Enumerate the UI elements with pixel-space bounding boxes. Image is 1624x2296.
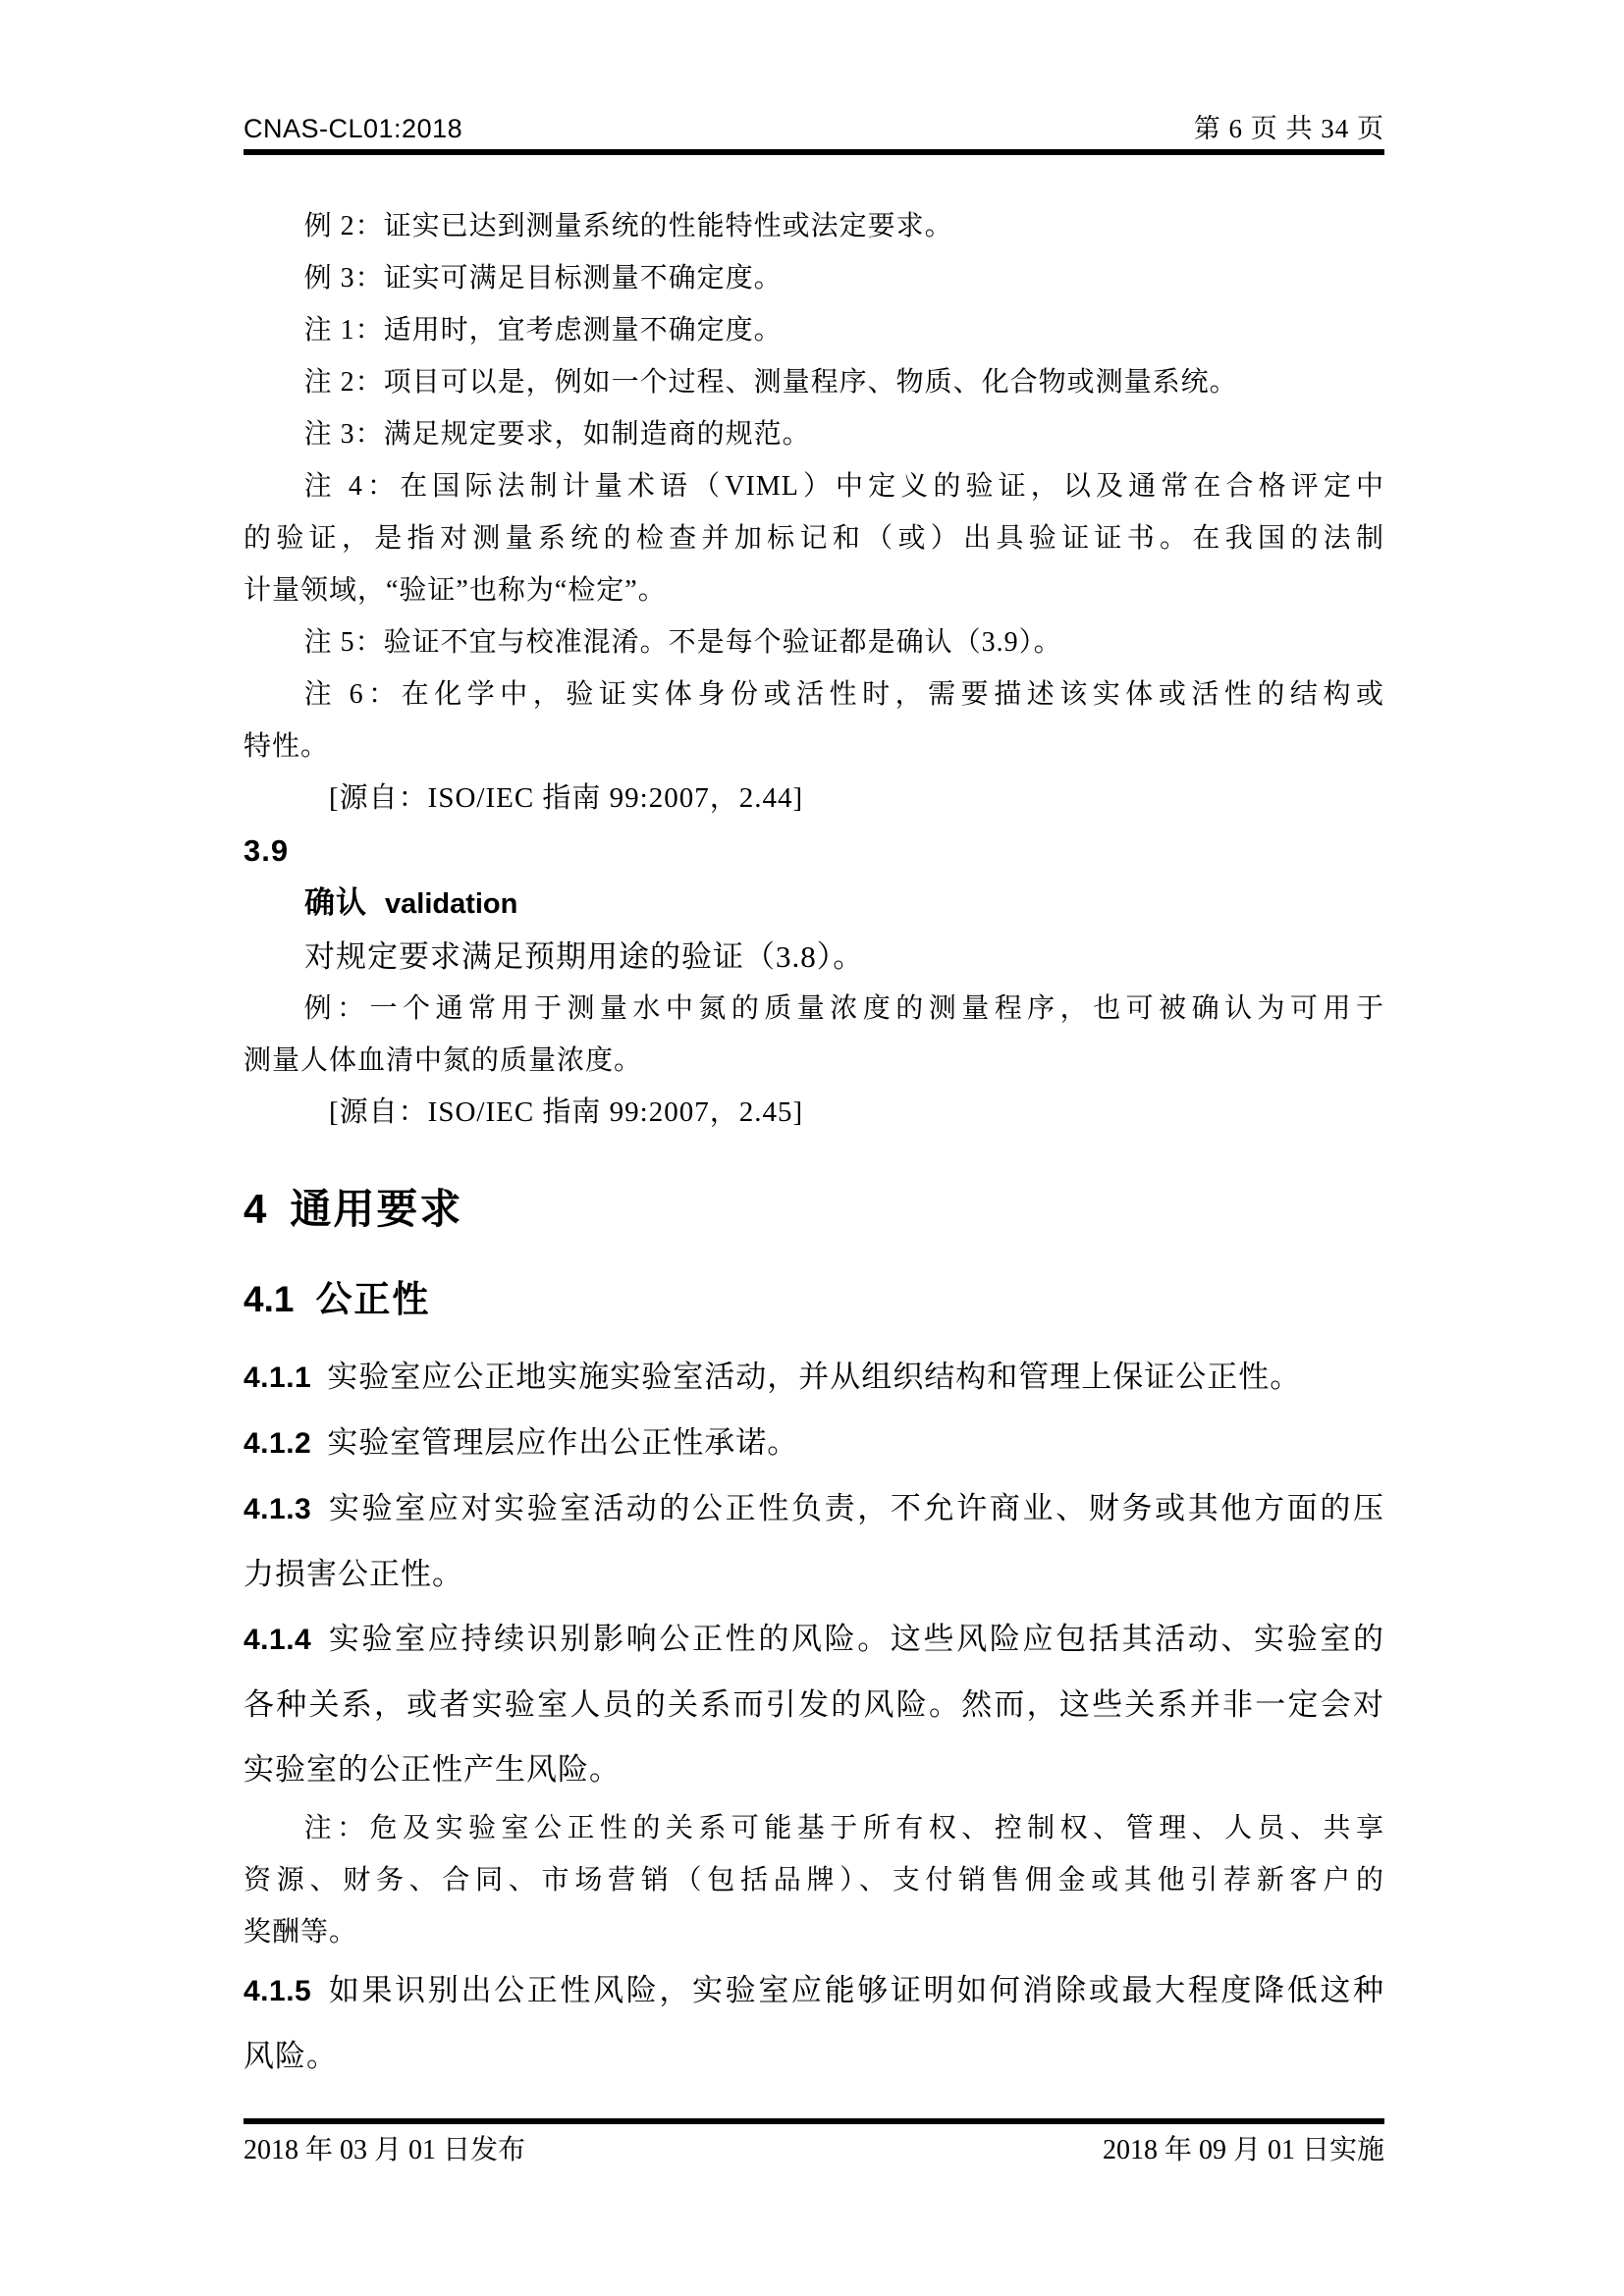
text-run: 例 2：证实已达到测量系统的性能特性或法定要求。 (303, 211, 953, 241)
text-run: 力损害公正性。 (244, 1557, 463, 1591)
text-run: 风险。 (244, 2039, 338, 2073)
text-run: 对规定要求满足预期用途的验证（3.8）。 (304, 939, 865, 974)
note-line (244, 460, 1384, 512)
text-run: 注：危及实验室公正性的关系可能基于所有权、控制权、管理、人员、共享 (303, 1813, 1384, 1843)
source-line (244, 1087, 1384, 1139)
note-line (244, 1906, 1384, 1958)
note-line (244, 356, 1384, 408)
clause-line (244, 1607, 1384, 1673)
term-name-zh: 确认 (304, 885, 367, 920)
text-run: [源自：ISO/IEC 指南 99:2007，2.44] (329, 782, 804, 814)
clause-line (244, 1673, 1384, 1737)
text-run: [源自：ISO/IEC 指南 99:2007，2.45] (329, 1096, 804, 1128)
clause-number: 4.1.5 (244, 1975, 312, 2007)
note-line (244, 1802, 1384, 1854)
text-run: 实验室的公正性产生风险。 (244, 1752, 621, 1787)
text-run: 3.9 (244, 833, 290, 868)
section-number: 4.1 (244, 1279, 295, 1319)
clause-number: 4.1.3 (244, 1493, 312, 1525)
page-footer (244, 2118, 1384, 2167)
note-line (244, 616, 1384, 668)
term_number-line (244, 825, 1384, 877)
text-run: 特性。 (244, 731, 330, 762)
text-run: 注 1：适用时，宜考虑测量不确定度。 (303, 315, 783, 346)
text-run: 各种关系，或者实验室人员的关系而引发的风险。然而，这些关系并非一定会对 (244, 1687, 1384, 1722)
text-run: 奖酬等。 (244, 1917, 358, 1948)
note-line (244, 721, 1384, 773)
text-run: 注 5：验证不宜与校准混淆。不是每个验证都是确认（3.9）。 (303, 627, 1062, 658)
text-run: 实验室应公正地实施实验室活动，并从组织结构和管理上保证公正性。 (327, 1360, 1302, 1394)
section-heading (244, 1174, 1384, 1245)
text-run: 例：一个通常用于测量水中氮的质量浓度的测量程序，也可被确认为可用于 (303, 993, 1384, 1024)
note-line (244, 668, 1384, 721)
text-run: 如果识别出公正性风险，实验室应能够证明如何消除或最大程度降低这种 (327, 1973, 1384, 2007)
note-line (244, 564, 1384, 616)
clause-line (244, 1345, 1384, 1411)
body-line (244, 931, 1384, 983)
text-run: 计量领域，“验证”也称为“检定”。 (244, 575, 667, 606)
text-run: 测量人体血清中氮的质量浓度。 (244, 1045, 643, 1076)
text-run: 注 4：在国际法制计量术语（VIML）中定义的验证，以及通常在合格评定中 (303, 471, 1384, 502)
section-heading (244, 1268, 1384, 1331)
text-run: 资源、财务、合同、市场营销（包括品牌）、支付销售佣金或其他引荐新客户的 (244, 1865, 1384, 1896)
note-line (244, 200, 1384, 252)
note-line (244, 252, 1384, 304)
term-title (244, 877, 1384, 931)
clause-line (244, 1542, 1384, 1607)
note-line (244, 512, 1384, 564)
text-run: 例 3：证实可满足目标测量不确定度。 (303, 263, 783, 294)
text-run: 注 6：在化学中，验证实体身份或活性时，需要描述该实体或活性的结构或 (303, 679, 1384, 710)
section-number: 4 (244, 1186, 267, 1232)
text-run: 实验室应对实验室活动的公正性负责，不允许商业、财务或其他方面的压 (327, 1491, 1384, 1525)
clause-number: 4.1.1 (244, 1362, 312, 1394)
text-run: 注 3：满足规定要求，如制造商的规范。 (303, 419, 811, 450)
clause-number: 4.1.2 (244, 1427, 312, 1460)
section-title: 公正性 (315, 1279, 431, 1319)
note-line (244, 1854, 1384, 1906)
issue-date: 2018 年 03 月 01 日发布 (244, 2135, 526, 2165)
note-line (244, 408, 1384, 460)
text-run: 的验证，是指对测量系统的检查并加标记和（或）出具验证证书。在我国的法制 (244, 523, 1384, 554)
source-line (244, 773, 1384, 825)
document-code: CNAS-CL01:2018 (244, 114, 463, 143)
page-number-info: 第 6 页 共 34 页 (1193, 114, 1384, 143)
document-body (244, 155, 1384, 2089)
text-run: 实验室管理层应作出公正性承诺。 (327, 1425, 799, 1460)
implementation-date: 2018 年 09 月 01 日实施 (1102, 2135, 1384, 2165)
note-line (244, 304, 1384, 356)
clause-line (244, 1476, 1384, 1542)
text-run: 注 2：项目可以是，例如一个过程、测量程序、物质、化合物或测量系统。 (303, 367, 1238, 398)
section-title: 通用要求 (290, 1186, 463, 1232)
clause-line (244, 1958, 1384, 2024)
clause-line (244, 1411, 1384, 1476)
note-line (244, 1035, 1384, 1087)
term-name-en: validation (385, 888, 518, 920)
note-line (244, 983, 1384, 1035)
clause-line (244, 2024, 1384, 2089)
page-header (244, 114, 1384, 143)
clause-line (244, 1737, 1384, 1802)
text-run: 实验室应持续识别影响公正性的风险。这些风险应包括其活动、实验室的 (327, 1622, 1384, 1656)
clause-number: 4.1.4 (244, 1624, 312, 1656)
